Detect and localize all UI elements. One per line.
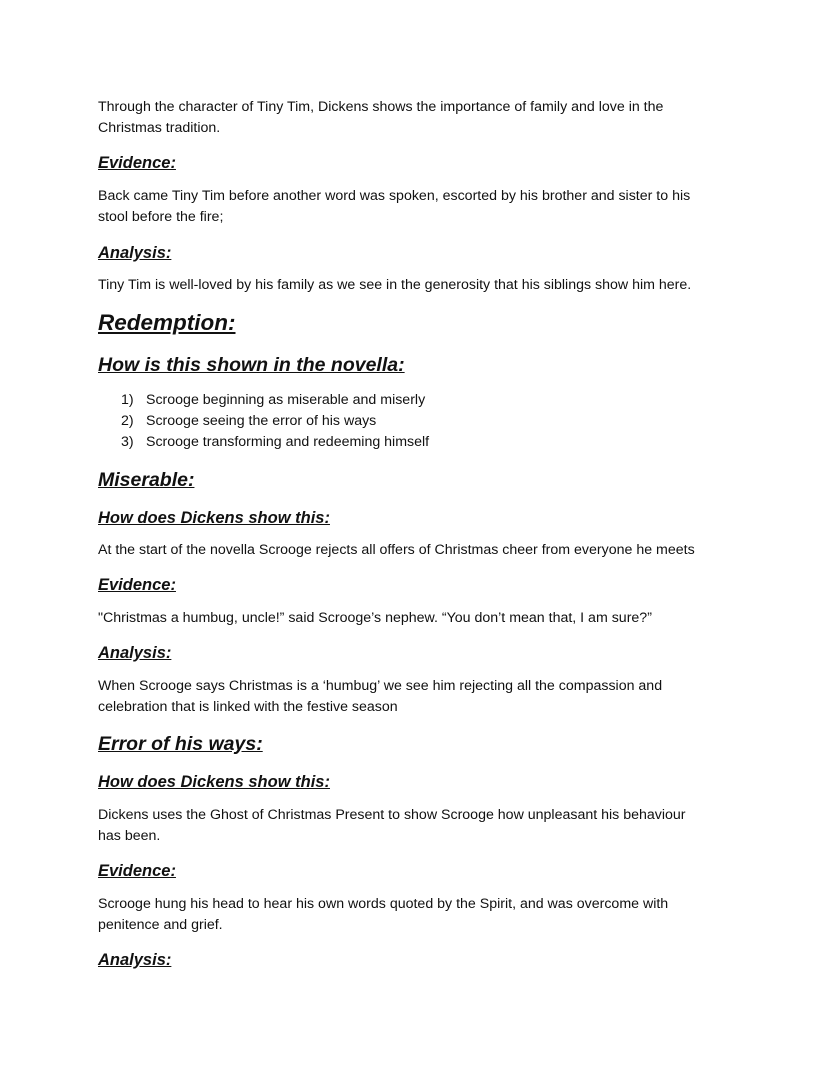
- how-dickens-heading: How does Dickens show this:: [98, 509, 330, 527]
- list-text: Scrooge seeing the error of his ways: [146, 413, 377, 429]
- text-line: Dickens uses the Ghost of Christmas Present to show Scrooge how unpleasant his behaviour: [98, 807, 686, 823]
- list-item: [121, 432, 429, 453]
- evidence-heading: Evidence:: [98, 576, 176, 594]
- list-text: Scrooge beginning as miserable and miserly: [146, 392, 426, 408]
- text-line: Christmas tradition.: [98, 120, 221, 136]
- evidence-paragraph: [98, 894, 668, 936]
- analysis-heading: Analysis:: [98, 644, 172, 662]
- intro-paragraph: [98, 97, 663, 139]
- how-shown-heading: How is this shown in the novella:: [98, 354, 405, 376]
- evidence-paragraph: "Christmas a humbug, uncle!” said Scrooge’s nephew. “You don’t mean that, I am sure?”: [98, 610, 652, 626]
- evidence-heading: Evidence:: [98, 862, 176, 880]
- how-dickens-heading: How does Dickens show this:: [98, 773, 330, 791]
- analysis-heading: Analysis:: [98, 951, 172, 969]
- redemption-heading: Redemption:: [98, 310, 236, 335]
- list-text: Scrooge transforming and redeeming himself: [146, 434, 430, 450]
- text-line: Through the character of Tiny Tim, Dickens shows the importance of family and love in the: [98, 99, 664, 115]
- list-item: [121, 390, 425, 411]
- evidence-heading: Evidence:: [98, 154, 176, 172]
- error-heading: Error of his ways:: [98, 733, 263, 755]
- evidence-paragraph: [98, 186, 690, 228]
- miserable-paragraph: At the start of the novella Scrooge rejects all offers of Christmas cheer from everyone he meets: [98, 542, 695, 558]
- text-line: When Scrooge says Christmas is a ‘humbug’ we see him rejecting all the compassion and: [98, 678, 663, 694]
- miserable-heading: Miserable:: [98, 469, 195, 491]
- analysis-paragraph: Tiny Tim is well-loved by his family as we see in the generosity that his siblings show him here.: [98, 277, 692, 293]
- analysis-paragraph: [98, 676, 662, 718]
- list-number: 1): [121, 392, 134, 408]
- list-number: 3): [121, 434, 134, 450]
- error-paragraph: [98, 805, 686, 847]
- list-number: 2): [121, 413, 134, 429]
- text-line: penitence and grief.: [98, 917, 223, 933]
- text-line: Scrooge hung his head to hear his own words quoted by the Spirit, and was overcome with: [98, 896, 669, 912]
- analysis-heading: Analysis:: [98, 244, 172, 262]
- text-line: celebration that is linked with the festive season: [98, 699, 398, 715]
- text-line: stool before the fire;: [98, 209, 224, 225]
- list-item: [121, 411, 376, 432]
- text-line: has been.: [98, 828, 161, 844]
- text-line: Back came Tiny Tim before another word was spoken, escorted by his brother and sister to his: [98, 188, 691, 204]
